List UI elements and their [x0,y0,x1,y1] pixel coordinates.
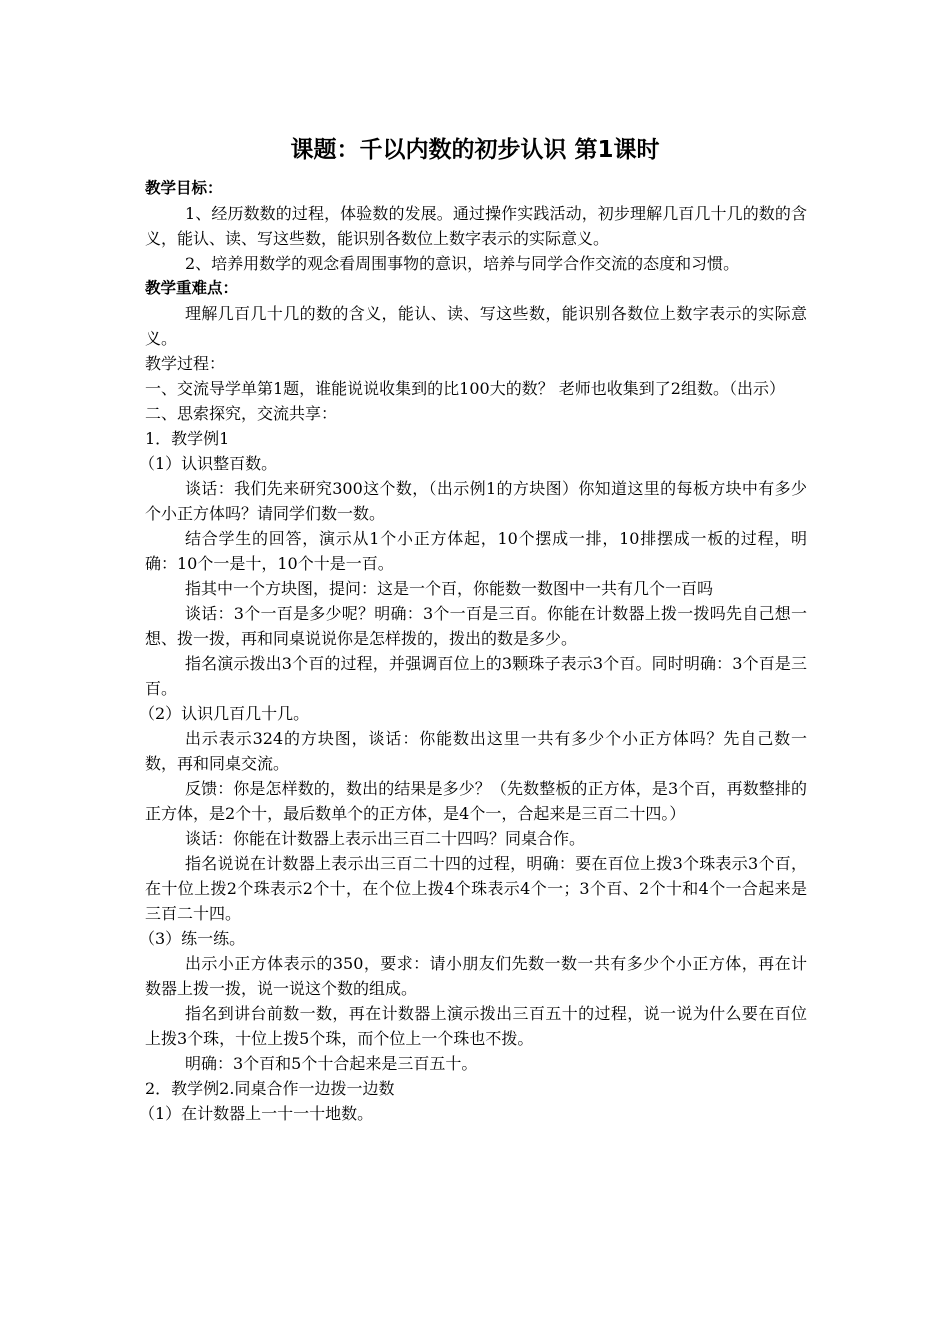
paragraph: 谈话：3个一百是多少呢？明确：3个一百是三百。你能在计数器上拨一拨吗先自己想一想、拨一拨，再和同桌说说你是怎样拨的，拨出的数是多少。 [145,604,807,648]
key-heading: 教学重难点： [145,279,239,297]
goal-2: 2、培养用数学的观念看周围事物的意识，培养与同学合作交流的态度和习惯。 [185,254,740,273]
paragraph: 明确：3个百和5个十合起来是三百五十。 [185,1054,478,1073]
example-1-part-3: （3）练一练。 [139,929,246,948]
goals-heading: 教学目标： [145,179,223,197]
page-title: 课题：千以内数的初步认识 第1课时 [290,137,660,163]
example-1-heading: 1．教学例1 [145,429,230,448]
example-1-part-1: （1）认识整百数。 [139,454,278,473]
document-body [139,176,807,1126]
example-1-part-2: （2）认识几百几十几。 [139,704,310,723]
paragraph: 谈话：我们先来研究300这个数，（出示例1的方块图）你知道这里的每板方块中有多少个小正方体吗？请同学们数一数。 [145,479,807,523]
example-2-part-1: （1）在计数器上一十一十地数。 [139,1104,374,1123]
paragraph: 结合学生的回答，演示从1个小正方体起，10个摆成一排，10排摆成一板的过程，明确：10个一是十，10个十是一百。 [145,529,807,573]
paragraph: 反馈：你是怎样数的，数出的结果是多少？（先数整板的正方体，是3个百，再数整排的正方体，是2个十，最后数单个的正方体，是4个一，合起来是三百二十四。） [145,779,807,823]
paragraph: 谈话：你能在计数器上表示出三百二十四吗？同桌合作。 [185,829,586,848]
paragraph: 出示小正方体表示的350，要求：请小朋友们先数一数一共有多少个小正方体，再在计数器上拨一拨，说一说这个数的组成。 [145,954,807,998]
paragraph: 指名说说在计数器上表示出三百二十四的过程，明确：要在百位上拨3个珠表示3个百，在十位上拨2个珠表示2个十，在个位上拨4个珠表示4个一；3个百、2个十和4个一合起来是三百二十四。 [145,854,807,923]
process-heading: 教学过程： [145,354,226,373]
paragraph: 指名演示拨出3个百的过程，并强调百位上的3颗珠子表示3个百。同时明确：3个百是三百。 [145,654,807,698]
paragraph: 出示表示324的方块图，谈话：你能数出这里一共有多少个小正方体吗？先自己数一数，再和同桌交流。 [145,729,807,773]
paragraph: 指名到讲台前数一数，再在计数器上演示拨出三百五十的过程，说一说为什么要在百位上拨3个珠，十位上拨5个珠，而个位上一个珠也不拨。 [145,1004,807,1048]
goal-1: 1、经历数数的过程，体验数的发展。通过操作实践活动，初步理解几百几十几的数的含义，能认、读、写这些数，能识别各数位上数字表示的实际意义。 [145,204,807,248]
step-1: 一、交流导学单第1题，谁能说说收集到的比100大的数？ 老师也收集到了2组数。（出示） [145,379,785,398]
example-2-heading: 2．教学例2.同桌合作一边拨一边数 [145,1079,395,1098]
paragraph: 指其中一个方块图，提问：这是一个百，你能数一数图中一共有几个一百吗 [185,579,714,598]
key-text: 理解几百几十几的数的含义，能认、读、写这些数，能识别各数位上数字表示的实际意义。 [145,304,807,348]
step-2: 二、思索探究，交流共享： [145,404,338,423]
